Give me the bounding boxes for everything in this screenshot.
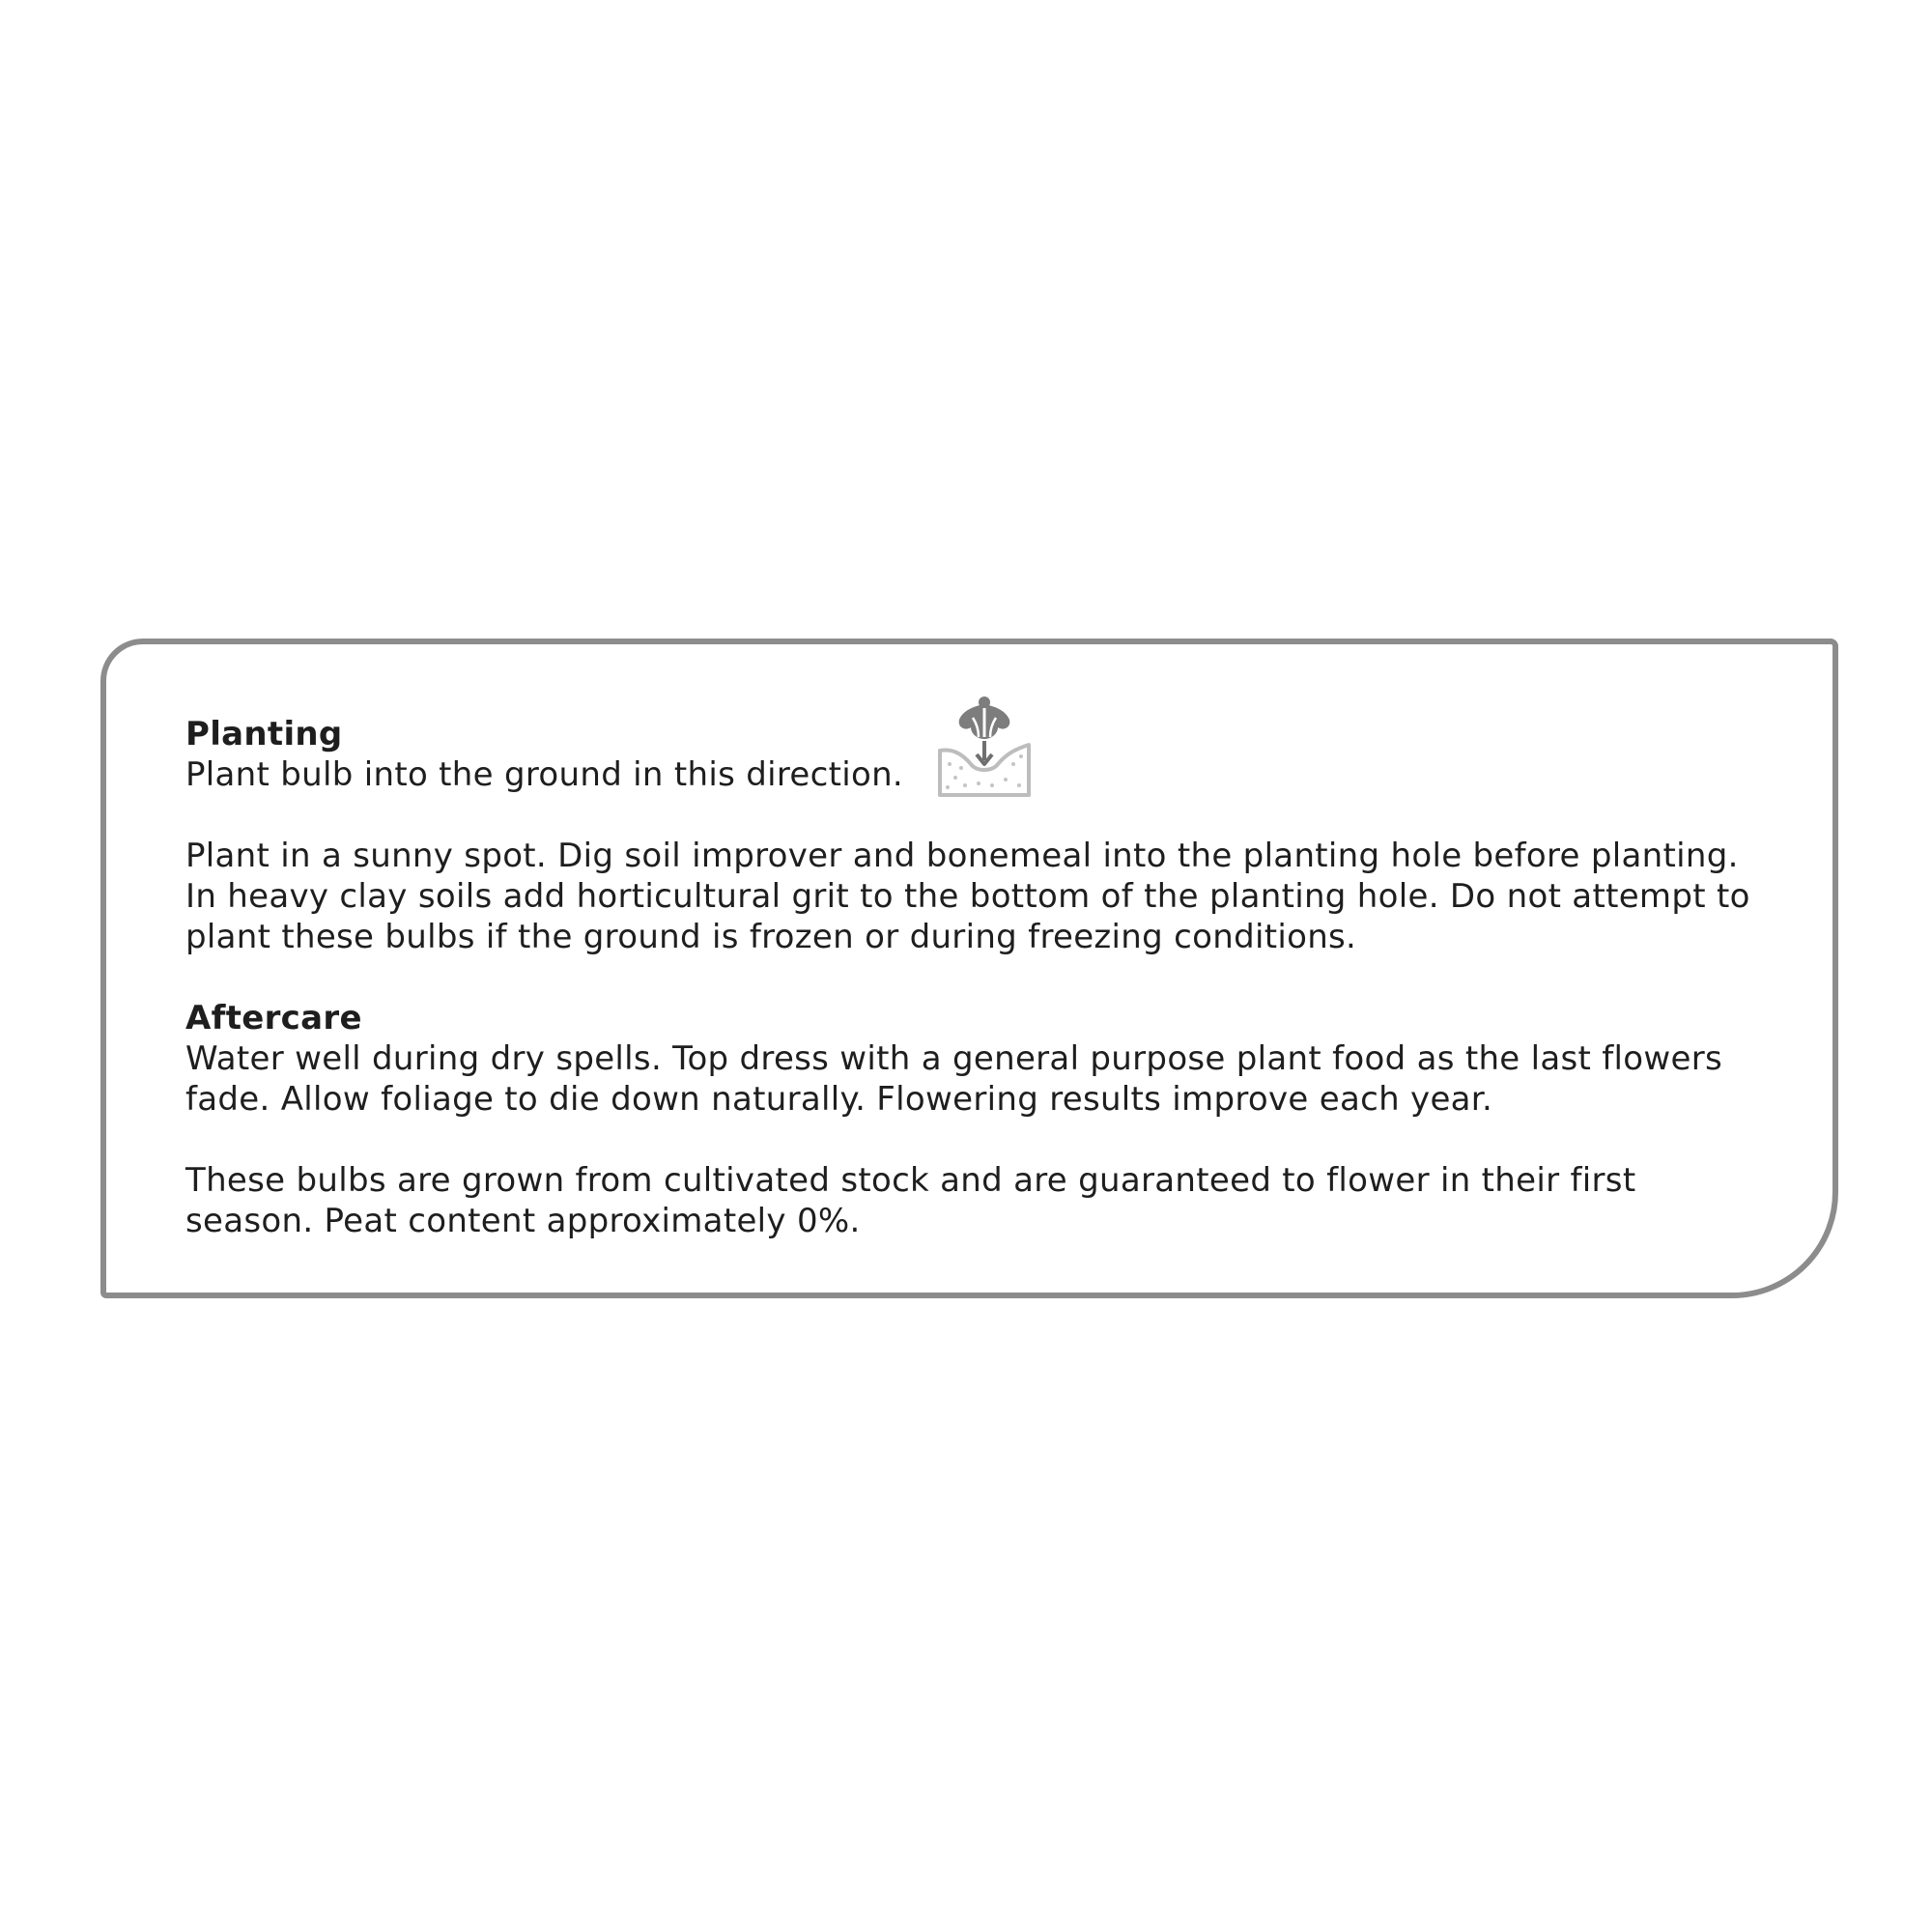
instructions-content (185, 714, 1770, 1241)
spacer (185, 957, 1770, 998)
aftercare-heading: Aftercare (185, 999, 362, 1037)
aftercare-details: Water well during dry spells. Top dress with a general purpose plant food as the last flowers fade. Allow foliage to die down naturally. Flowering results improve each year. (185, 1039, 1723, 1119)
guarantee-text: These bulbs are grown from cultivated stock and are guaranteed to flower in their first season. Peat content approximately 0%. (185, 1161, 1636, 1240)
spacer (185, 1120, 1770, 1160)
spacer (185, 795, 1770, 836)
planting-heading: Planting (185, 715, 343, 753)
planting-direction-text: Plant bulb into the ground in this direction. (185, 755, 904, 794)
planting-details: Plant in a sunny spot. Dig soil improver and bonemeal into the planting hole before planting. In heavy clay soils add horticultural grit to the bottom of the planting hole. Do not attempt to plant these bulbs if the ground is frozen or during freezing conditions. (185, 837, 1750, 956)
care-instructions-card (100, 639, 1838, 1298)
